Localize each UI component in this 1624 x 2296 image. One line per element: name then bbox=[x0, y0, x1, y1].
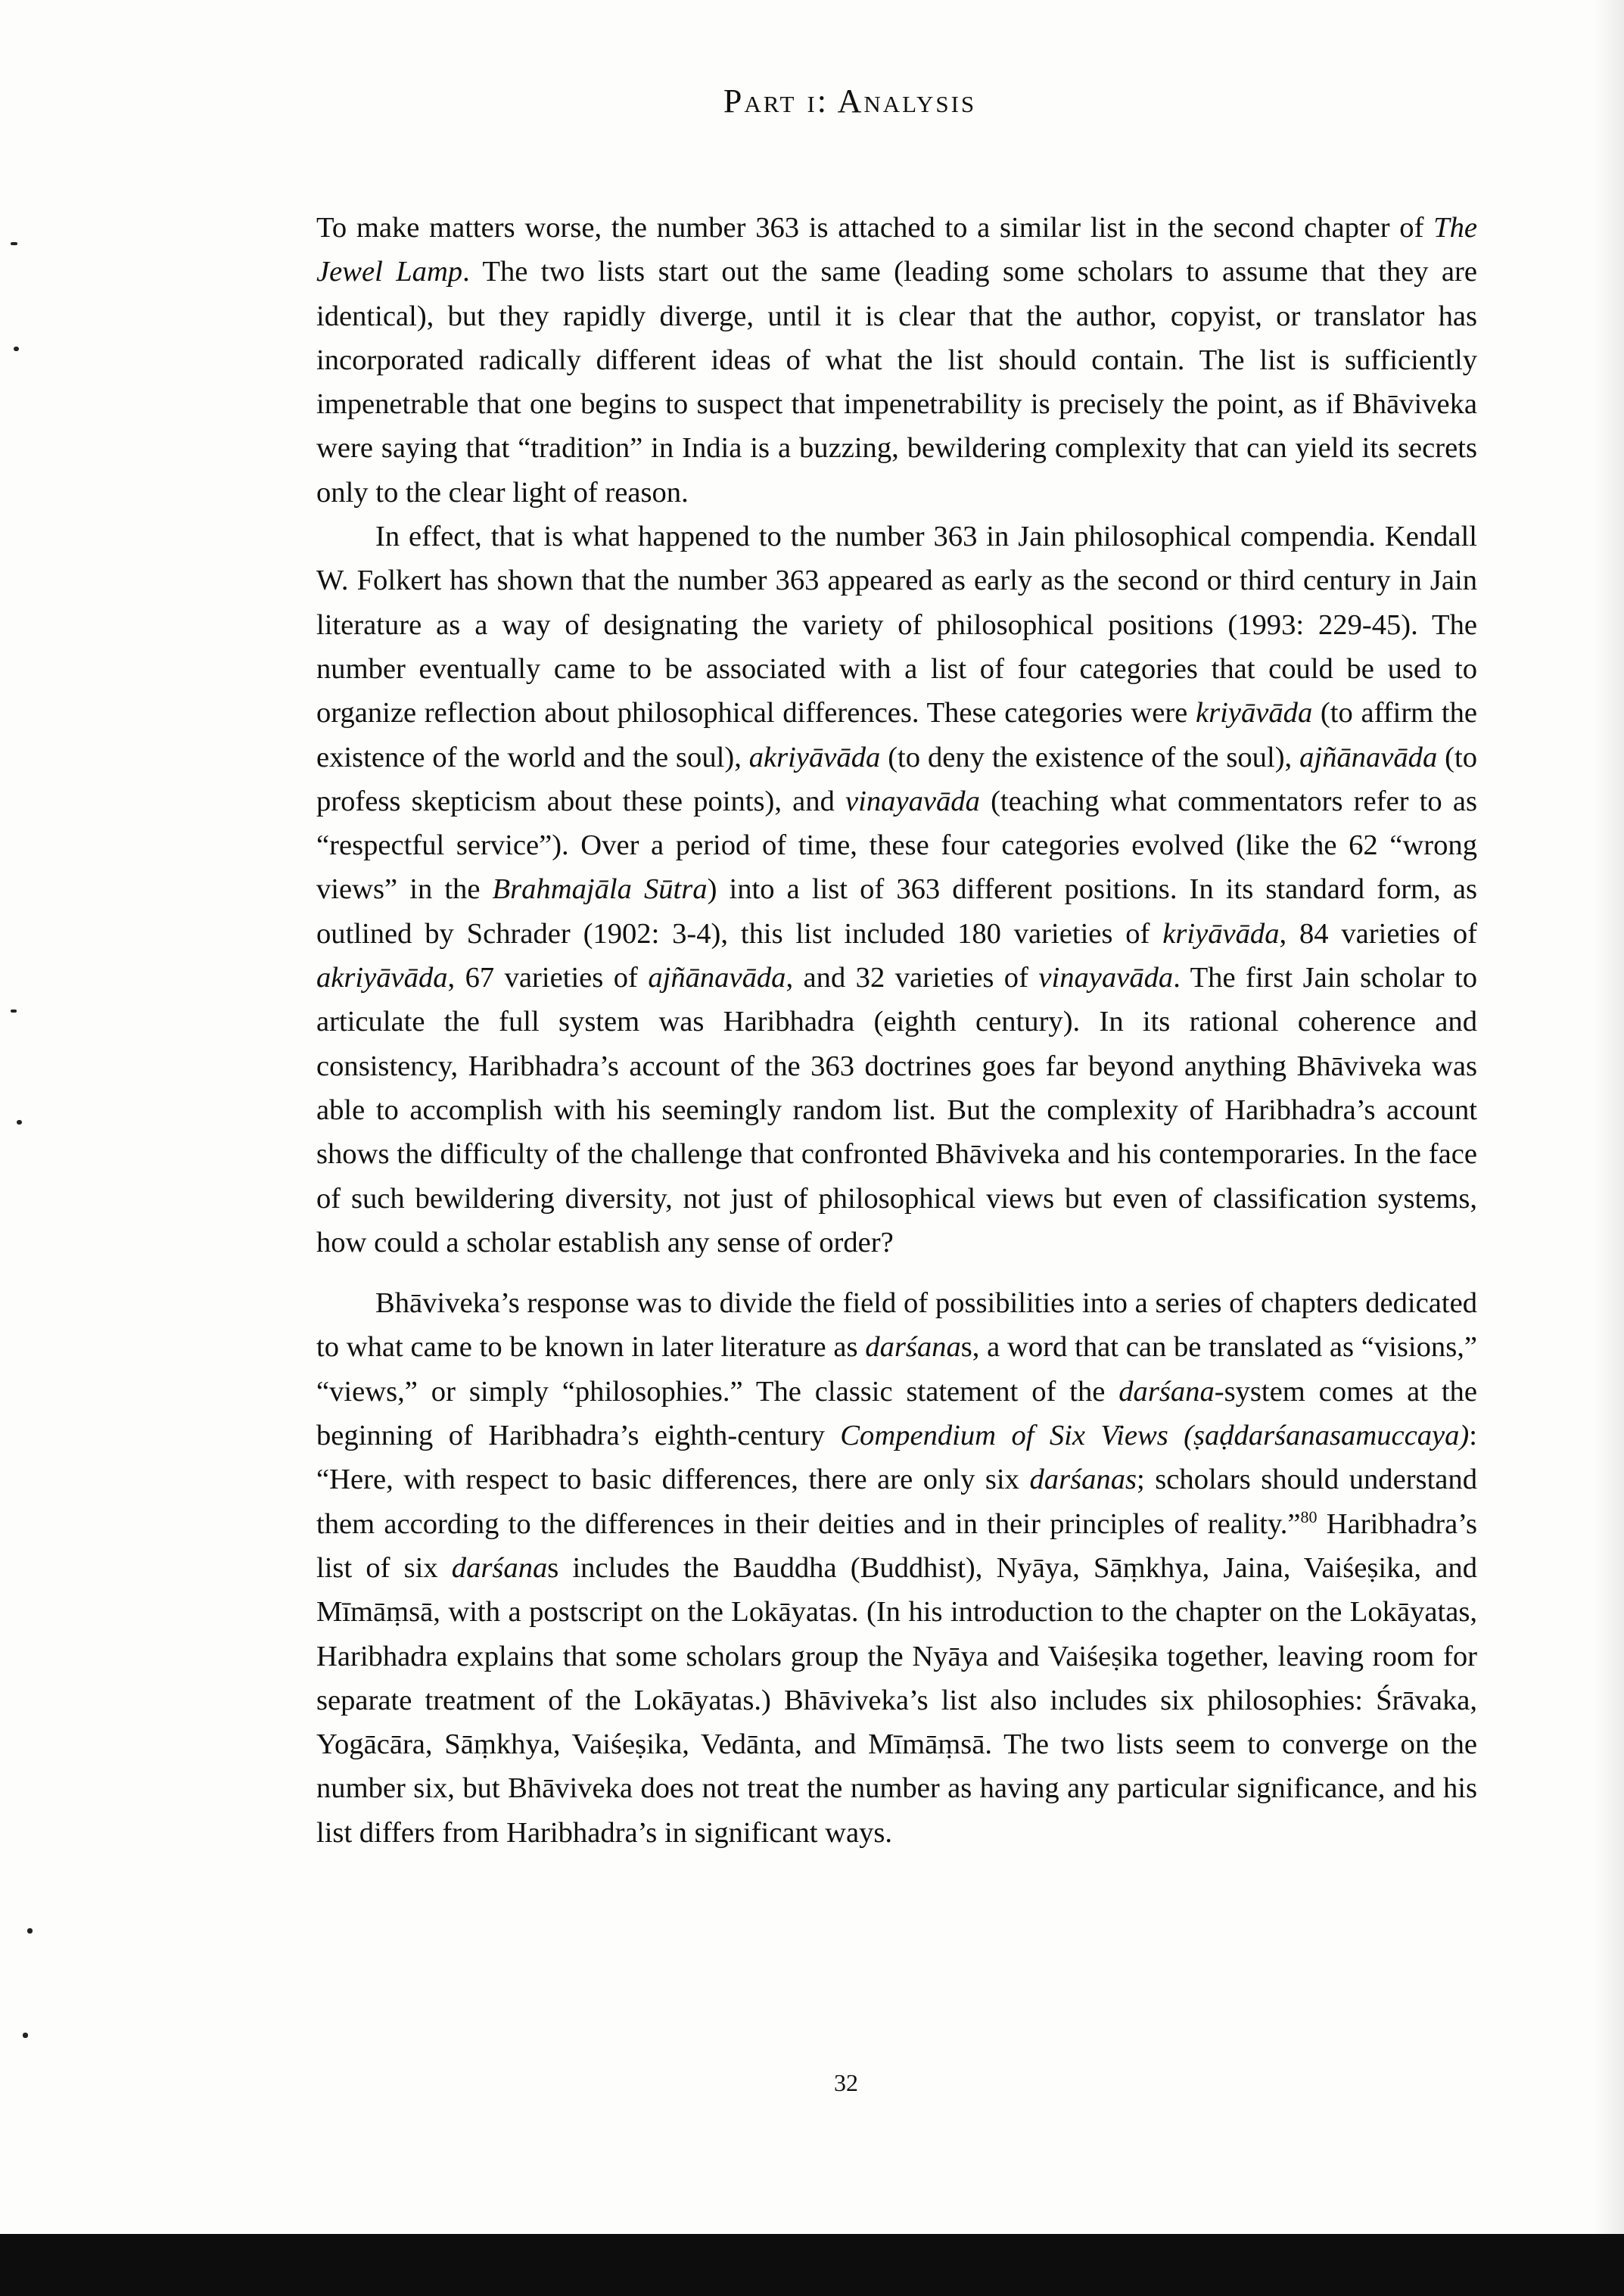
paragraph-1 bbox=[316, 206, 1477, 515]
italic-term: akriyāvāda bbox=[748, 741, 881, 773]
margin-mark bbox=[23, 2033, 28, 2038]
text-run: -system comes at the beginning of Haribhadra’s eighth-century bbox=[316, 1375, 1477, 1452]
text-run: Haribhadra’s list of six bbox=[316, 1507, 1477, 1584]
text-run: , and 32 varieties of bbox=[786, 962, 1039, 994]
text-run: . The two lists start out the same (leading some scholars to assume that they are identical), but they rapidly diverge, until it is clear that the author, copyist, or translator has incorporated radically different ideas of what the list should contain. The list is sufficiently impenetrable that one begins to suspect that impenetrability is precisely the point, as if Bhāviveka were saying that “tradition” in India is a buzzing, bewildering complexity that can yield its secrets only to the clear light of reason. bbox=[316, 256, 1477, 509]
italic-term: Compendium of Six Views (ṣaḍdarśanasamuccaya) bbox=[840, 1420, 1470, 1452]
italic-term: darśana bbox=[865, 1331, 961, 1364]
margin-mark bbox=[27, 1928, 33, 1934]
italic-term: vinayavāda bbox=[1038, 962, 1174, 994]
text-run: (to affirm the existence of the world and the soul), bbox=[316, 697, 1477, 773]
italic-term: akriyāvāda bbox=[316, 962, 448, 994]
body-text bbox=[316, 206, 1477, 1855]
text-run: (to deny the existence of the soul), bbox=[880, 741, 1300, 773]
italic-term: ajñānavāda bbox=[648, 962, 786, 994]
paragraph-2 bbox=[316, 515, 1477, 1265]
text-run: ; scholars should understand them according to the differences in their deities and in their principles of reality.” bbox=[316, 1464, 1477, 1540]
text-run: In effect, that is what happened to the number 363 in Jain philosophical compendia. Kendall W. Folkert has shown that the number 363 appeared as early as the second or third century in Jain literature as a way of designating the variety of philosophical positions (1993: 229-45). The number eventually came to be associated with a list of four categories that could be used to organize reflection about philosophical differences. These categories were bbox=[316, 521, 1477, 730]
margin-mark bbox=[11, 242, 17, 245]
paragraph-3 bbox=[316, 1281, 1477, 1855]
text-run: , 67 varieties of bbox=[447, 962, 649, 994]
text-run: Bhāviveka’s response was to divide the field of possibilities into a series of chapters dedicated to what came to be known in later literature as bbox=[316, 1287, 1477, 1364]
text-run: (to profess skepticism about these points), and bbox=[316, 741, 1478, 817]
text-run: (teaching what commentators refer to as “respectful service”). Over a period of time, these four categories evolved (like the 62 “wrong views” in the bbox=[316, 785, 1477, 906]
italic-term: vinayavāda bbox=[845, 785, 980, 817]
italic-term: darśanas bbox=[1029, 1464, 1137, 1496]
italic-term: Brahmajāla Sūtra bbox=[492, 873, 708, 906]
scan-bottom-band bbox=[0, 2234, 1624, 2296]
page-number: 32 bbox=[834, 2069, 858, 2096]
text-run: To make matters worse, the number 363 is attached to a similar list in the second chapter of bbox=[316, 212, 1434, 244]
margin-mark bbox=[14, 347, 19, 351]
italic-term: darśana bbox=[1118, 1375, 1215, 1408]
italic-term: kriyāvāda bbox=[1162, 917, 1280, 950]
margin-mark bbox=[11, 1010, 17, 1013]
page-edge-shadow bbox=[1594, 0, 1624, 2234]
running-head: Part i: Analysis bbox=[723, 82, 977, 120]
footnote-marker: 80 bbox=[1300, 1507, 1318, 1526]
margin-mark bbox=[17, 1120, 22, 1125]
text-run: s, a word that can be translated as “visions,” “views,” or simply “philosophies.” The classic statement of the bbox=[316, 1331, 1477, 1408]
italic-term: The Jewel Lamp bbox=[316, 212, 1477, 288]
text-run: . The first Jain scholar to articulate the full system was Haribhadra (eighth century). In its rational coherence and consistency, Haribhadra’s account of the 363 doctrines goes far beyond anything Bhāviveka was able to accomplish with his seemingly random list. But the complexity of Haribhadra’s account shows the difficulty of the challenge that confronted Bhāviveka and his contemporaries. In the face of such bewildering diversity, not just of philosophical views but even of classification systems, how could a scholar establish any sense of order? bbox=[316, 962, 1477, 1258]
text-run: , 84 varieties of bbox=[1279, 917, 1478, 950]
italic-term: kriyāvāda bbox=[1195, 697, 1313, 730]
italic-term: darśana bbox=[451, 1551, 548, 1584]
text-run: s includes the Bauddha (Buddhist), Nyāya, Sāṃkhya, Jaina, Vaiśeṣika, and Mīmāṃsā, with a postscript on the Lokāyatas. (In his introduction to the chapter on the Lokāyatas, Haribhadra explains that some scholars group the Nyāya and Vaiśeṣika together, leaving room for separate treatment of the Lokāyatas.) Bhāviveka’s list also includes six philosophies: Śrāvaka, Yogācāra, Sāṃkhya, Vaiśeṣika, Vedānta, and Mīmāṃsā. The two lists seem to converge on the number six, but Bhāviveka does not treat the number as having any particular significance, and his list differs from Haribhadra’s in significant ways. bbox=[316, 1551, 1477, 1849]
italic-term: ajñānavāda bbox=[1299, 741, 1438, 773]
text-run: ) into a list of 363 different positions. In its standard form, as outlined by Schrader (1902: 3-4), this list included 180 varieties of bbox=[316, 873, 1477, 950]
text-run: : “Here, with respect to basic differences, there are only six bbox=[316, 1420, 1477, 1496]
